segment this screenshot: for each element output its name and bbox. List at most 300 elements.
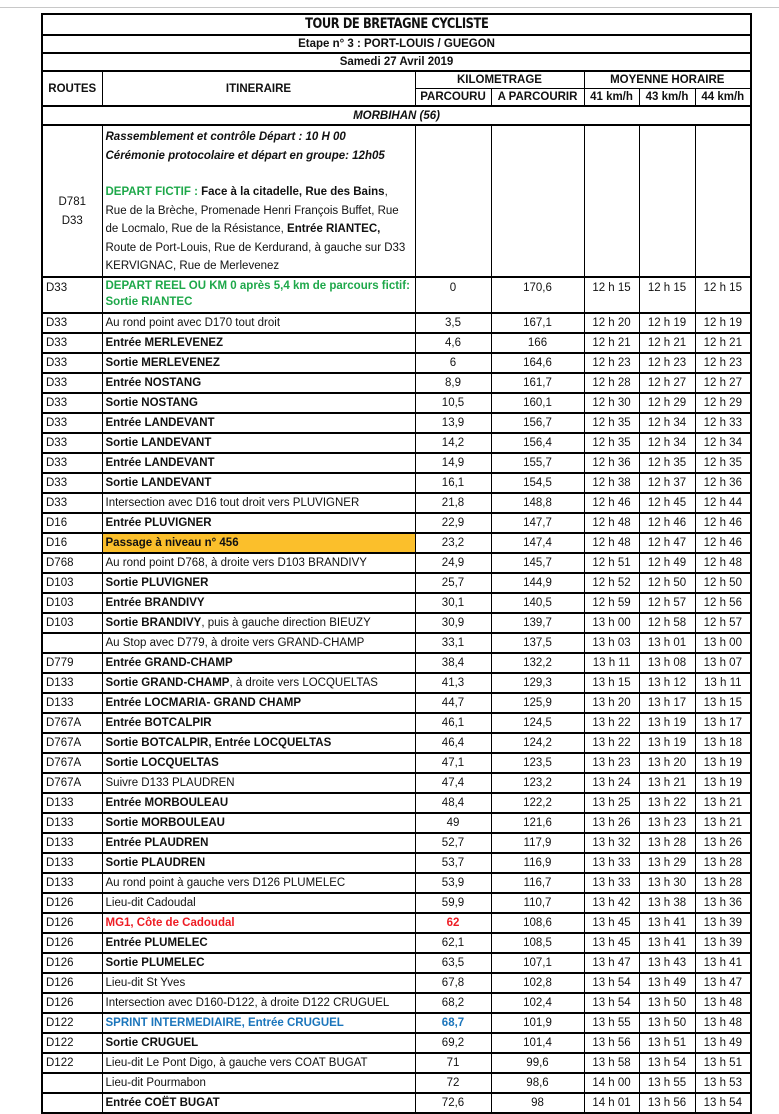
parcouru-cell: 63,5 <box>415 953 491 973</box>
time-43-cell: 12 h 57 <box>639 593 695 613</box>
time-43-cell: 13 h 08 <box>639 653 695 673</box>
route-cell: D133 <box>42 793 102 813</box>
itinerary-text: , puis à gauche direction BIEUZY <box>201 616 371 629</box>
itinerary-row <box>42 433 751 453</box>
time-41-cell: 13 h 55 <box>584 1013 639 1033</box>
itinerary-row <box>42 693 751 713</box>
a-parcourir-cell: 123,5 <box>491 753 584 773</box>
itinerary-text: Au Stop avec D779, à droite vers GRAND-CHAMP <box>105 636 365 649</box>
itinerary-bold-text: Sortie MERLEVENEZ <box>105 356 220 369</box>
itinerary-cell <box>102 753 415 773</box>
time-43-cell: 13 h 50 <box>639 1013 695 1033</box>
itinerary-cell <box>102 1013 415 1033</box>
itinerary-cell <box>102 893 415 913</box>
parcouru-cell: 4,6 <box>415 333 491 353</box>
a-parcourir-cell: 98 <box>491 1093 584 1113</box>
parcouru-cell: 72,6 <box>415 1093 491 1113</box>
itinerary-bold-text: Entrée PLAUDREN <box>105 836 209 849</box>
parcouru-cell: 38,4 <box>415 653 491 673</box>
time-43-cell: 12 h 23 <box>639 353 695 373</box>
time-44-cell: 13 h 39 <box>695 933 751 953</box>
time-44-cell: 13 h 39 <box>695 913 751 933</box>
time-44-cell: 13 h 51 <box>695 1053 751 1073</box>
itinerary-cell <box>102 833 415 853</box>
itinerary-row <box>42 753 751 773</box>
itinerary-bold-text: Entrée LANDEVANT <box>105 416 215 429</box>
itinerary-cell <box>102 277 415 313</box>
parcouru-cell: 22,9 <box>415 513 491 533</box>
parcouru-cell: 16,1 <box>415 473 491 493</box>
column-header-parcouru: PARCOURU <box>415 89 491 107</box>
time-44-cell: 13 h 48 <box>695 993 751 1013</box>
itinerary-row <box>42 1093 751 1113</box>
time-43-cell: 13 h 41 <box>639 933 695 953</box>
a-parcourir-cell: 116,9 <box>491 853 584 873</box>
parcouru-cell: 69,2 <box>415 1033 491 1053</box>
depart-fictif-bold-1: Face à la citadelle, Rue des Bains <box>201 186 385 198</box>
itinerary-bold-text: Entrée COËT BUGAT <box>105 1096 220 1109</box>
time-41-cell: 12 h 48 <box>584 533 639 553</box>
route-cell: D767A <box>42 773 102 793</box>
a-parcourir-cell: 140,5 <box>491 593 584 613</box>
time-43-cell: 13 h 28 <box>639 833 695 853</box>
parcouru-cell: 68,7 <box>415 1013 491 1033</box>
parcouru-cell: 46,1 <box>415 713 491 733</box>
stage-date: Samedi 27 Avril 2019 <box>42 53 751 71</box>
time-43-cell: 12 h 29 <box>639 393 695 413</box>
itinerary-cell <box>102 973 415 993</box>
a-parcourir-cell: 101,4 <box>491 1033 584 1053</box>
route-cell: D16 <box>42 513 102 533</box>
itinerary-row <box>42 873 751 893</box>
time-41-cell: 13 h 22 <box>584 733 639 753</box>
intro-row <box>42 125 751 277</box>
time-41-cell: 12 h 28 <box>584 373 639 393</box>
itinerary-cell <box>102 533 415 553</box>
itinerary-cell <box>102 953 415 973</box>
route-cell: D767A <box>42 733 102 753</box>
time-43-cell: 12 h 50 <box>639 573 695 593</box>
a-parcourir-cell: 139,7 <box>491 613 584 633</box>
itinerary-row <box>42 1033 751 1053</box>
a-parcourir-cell: 166 <box>491 333 584 353</box>
time-43-cell: 13 h 38 <box>639 893 695 913</box>
itinerary-row <box>42 333 751 353</box>
time-43-cell: 12 h 27 <box>639 373 695 393</box>
time-41-cell: 13 h 25 <box>584 793 639 813</box>
parcouru-cell: 67,8 <box>415 973 491 993</box>
itinerary-bold-text: Sortie GRAND-CHAMP <box>105 676 230 689</box>
itinerary-row <box>42 673 751 693</box>
time-44-cell: 12 h 50 <box>695 573 751 593</box>
route-cell: D122 <box>42 1053 102 1073</box>
time-44-cell: 12 h 19 <box>695 313 751 333</box>
route-cell: D33 <box>42 333 102 353</box>
itinerary-cell <box>102 633 415 653</box>
itinerary-row <box>42 1053 751 1073</box>
itinerary-cell <box>102 353 415 373</box>
itinerary-bold-text: Entrée BRANDIVY <box>105 596 205 609</box>
itinerary-row <box>42 633 751 653</box>
region-header: MORBIHAN (56) <box>42 106 751 125</box>
time-41-cell: 12 h 30 <box>584 393 639 413</box>
itinerary-row <box>42 373 751 393</box>
time-44-cell: 13 h 00 <box>695 633 751 653</box>
itinerary-row <box>42 813 751 833</box>
time-44-cell: 13 h 19 <box>695 753 751 773</box>
itinerary-cell <box>102 773 415 793</box>
time-44-cell: 12 h 27 <box>695 373 751 393</box>
intro-route-cell <box>42 125 102 277</box>
route-cell: D33 <box>42 353 102 373</box>
a-parcourir-cell: 108,6 <box>491 913 584 933</box>
a-parcourir-cell: 116,7 <box>491 873 584 893</box>
a-parcourir-cell: 101,9 <box>491 1013 584 1033</box>
a-parcourir-cell: 147,4 <box>491 533 584 553</box>
itinerary-text: Lieu-dit St Yves <box>105 976 186 989</box>
time-44-cell: 12 h 33 <box>695 413 751 433</box>
intro-t43-cell <box>639 125 695 277</box>
time-41-cell: 13 h 56 <box>584 1033 639 1053</box>
route-cell: D133 <box>42 673 102 693</box>
itinerary-cell <box>102 913 415 933</box>
a-parcourir-cell: 160,1 <box>491 393 584 413</box>
time-41-cell: 13 h 33 <box>584 853 639 873</box>
a-parcourir-cell: 156,4 <box>491 433 584 453</box>
time-44-cell: 12 h 56 <box>695 593 751 613</box>
parcouru-cell: 47,4 <box>415 773 491 793</box>
time-43-cell: 13 h 54 <box>639 1053 695 1073</box>
time-43-cell: 13 h 22 <box>639 793 695 813</box>
itinerary-cell <box>102 1053 415 1073</box>
depart-reel-line-1: DEPART REEL OU KM 0 après 5,4 km de parcours fictif: <box>105 279 410 292</box>
itinerary-bold-text: Entrée GRAND-CHAMP <box>105 656 233 669</box>
itinerary-bold-text: SPRINT INTERMEDIAIRE, Entrée CRUGUEL <box>105 1016 344 1029</box>
time-43-cell: 13 h 30 <box>639 873 695 893</box>
document-title-cell <box>42 14 751 35</box>
a-parcourir-cell: 147,7 <box>491 513 584 533</box>
itinerary-cell <box>102 1033 415 1053</box>
a-parcourir-cell: 121,6 <box>491 813 584 833</box>
parcouru-cell: 13,9 <box>415 413 491 433</box>
time-41-cell: 14 h 00 <box>584 1073 639 1093</box>
route-cell: D122 <box>42 1033 102 1053</box>
itinerary-cell <box>102 673 415 693</box>
assembly-time-text: Rassemblement et contrôle Départ : 10 H 00 <box>105 131 346 143</box>
itinerary-cell <box>102 373 415 393</box>
itinerary-row <box>42 573 751 593</box>
column-header-itineraire: ITINERAIRE <box>102 71 415 106</box>
time-41-cell: 13 h 32 <box>584 833 639 853</box>
route-cell <box>42 1073 102 1093</box>
itinerary-row <box>42 593 751 613</box>
itinerary-row <box>42 353 751 373</box>
parcouru-cell: 30,1 <box>415 593 491 613</box>
itinerary-row <box>42 1073 751 1093</box>
column-header-speed-44: 44 km/h <box>695 89 751 107</box>
route-cell: D126 <box>42 893 102 913</box>
itinerary-cell <box>102 393 415 413</box>
itinerary-bold-text: Entrée MORBOULEAU <box>105 796 229 809</box>
itinerary-text: Lieu-dit Cadoudal <box>105 896 196 909</box>
route-cell: D33 <box>42 473 102 493</box>
a-parcourir-cell: 137,5 <box>491 633 584 653</box>
itinerary-row <box>42 953 751 973</box>
itinerary-bold-text: Passage à niveau n° 456 <box>105 536 239 549</box>
itinerary-row <box>42 493 751 513</box>
time-44-cell: 13 h 28 <box>695 873 751 893</box>
a-parcourir-cell: 107,1 <box>491 953 584 973</box>
itinerary-cell <box>102 1093 415 1113</box>
route-cell: D33 <box>42 277 102 313</box>
route-cell: D103 <box>42 593 102 613</box>
a-parcourir-cell: 129,3 <box>491 673 584 693</box>
parcouru-cell: 53,7 <box>415 853 491 873</box>
a-parcourir-cell: 102,8 <box>491 973 584 993</box>
time-41-cell: 13 h 23 <box>584 753 639 773</box>
time-43-cell: 12 h 19 <box>639 313 695 333</box>
time-41-cell: 12 h 36 <box>584 453 639 473</box>
time-44-cell: 13 h 48 <box>695 1013 751 1033</box>
itinerary-row <box>42 1013 751 1033</box>
time-41-cell: 12 h 15 <box>584 277 639 313</box>
itinerary-bold-text: Entrée MERLEVENEZ <box>105 336 224 349</box>
a-parcourir-cell: 124,5 <box>491 713 584 733</box>
time-41-cell: 12 h 52 <box>584 573 639 593</box>
depart-fictif-text-1: , Rue de la Brèche, Promenade Henri François Buffet, Rue de Locmalo, Rue de la Résistance, <box>105 186 399 235</box>
itinerary-cell <box>102 493 415 513</box>
time-44-cell: 12 h 35 <box>695 453 751 473</box>
time-43-cell: 13 h 43 <box>639 953 695 973</box>
itinerary-bold-text: Sortie LOCQUELTAS <box>105 756 219 769</box>
a-parcourir-cell: 108,5 <box>491 933 584 953</box>
itinerary-row <box>42 973 751 993</box>
time-44-cell: 13 h 28 <box>695 853 751 873</box>
time-43-cell: 13 h 29 <box>639 853 695 873</box>
parcouru-cell: 14,9 <box>415 453 491 473</box>
route-cell: D133 <box>42 873 102 893</box>
itinerary-row <box>42 913 751 933</box>
a-parcourir-cell: 102,4 <box>491 993 584 1013</box>
route-cell: D103 <box>42 573 102 593</box>
itinerary-text: Lieu-dit Pourmabon <box>105 1076 206 1089</box>
itinerary-cell <box>102 1073 415 1093</box>
itinerary-cell <box>102 573 415 593</box>
itinerary-cell <box>102 793 415 813</box>
time-44-cell: 13 h 19 <box>695 773 751 793</box>
route-cell <box>42 633 102 653</box>
time-43-cell: 13 h 50 <box>639 993 695 1013</box>
time-43-cell: 12 h 49 <box>639 553 695 573</box>
time-41-cell: 12 h 23 <box>584 353 639 373</box>
intro-t41-cell <box>584 125 639 277</box>
parcouru-cell: 33,1 <box>415 633 491 653</box>
time-43-cell: 13 h 41 <box>639 913 695 933</box>
itinerary-row <box>42 713 751 733</box>
itinerary-cell <box>102 333 415 353</box>
page-top-divider <box>0 7 779 8</box>
parcouru-cell: 71 <box>415 1053 491 1073</box>
parcouru-cell: 72 <box>415 1073 491 1093</box>
time-43-cell: 12 h 21 <box>639 333 695 353</box>
itinerary-text: Intersection avec D16 tout droit vers PLUVIGNER <box>105 496 360 509</box>
itinerary-bold-text: Entrée PLUMELEC <box>105 936 208 949</box>
time-44-cell: 13 h 21 <box>695 813 751 833</box>
itinerary-text: Au rond point D768, à droite vers D103 BRANDIVY <box>105 556 367 569</box>
a-parcourir-cell: 156,7 <box>491 413 584 433</box>
a-parcourir-cell: 144,9 <box>491 573 584 593</box>
time-41-cell: 13 h 54 <box>584 973 639 993</box>
time-41-cell: 13 h 15 <box>584 673 639 693</box>
intro-a-parcourir-cell <box>491 125 584 277</box>
time-44-cell: 12 h 15 <box>695 277 751 313</box>
parcouru-cell: 59,9 <box>415 893 491 913</box>
itinerary-row <box>42 793 751 813</box>
a-parcourir-cell: 123,2 <box>491 773 584 793</box>
time-41-cell: 12 h 38 <box>584 473 639 493</box>
intro-parcouru-cell <box>415 125 491 277</box>
time-44-cell: 12 h 36 <box>695 473 751 493</box>
column-header-routes: ROUTES <box>42 71 102 106</box>
itinerary-row <box>42 993 751 1013</box>
time-44-cell: 13 h 07 <box>695 653 751 673</box>
a-parcourir-cell: 110,7 <box>491 893 584 913</box>
itinerary-cell <box>102 433 415 453</box>
route-cell: D103 <box>42 613 102 633</box>
parcouru-cell: 10,5 <box>415 393 491 413</box>
itinerary-text: Suivre D133 PLAUDREN <box>105 776 235 789</box>
column-header-moyenne-horaire: MOYENNE HORAIRE <box>584 71 751 89</box>
road-book-table <box>41 13 752 1114</box>
time-44-cell: 12 h 21 <box>695 333 751 353</box>
time-44-cell: 12 h 48 <box>695 553 751 573</box>
itinerary-bold-text: Sortie PLUVIGNER <box>105 576 209 589</box>
itinerary-cell <box>102 513 415 533</box>
parcouru-cell: 46,4 <box>415 733 491 753</box>
time-43-cell: 12 h 35 <box>639 453 695 473</box>
parcouru-cell: 24,9 <box>415 553 491 573</box>
itinerary-text: Intersection avec D160-D122, à droite D122 CRUGUEL <box>105 996 390 1009</box>
itinerary-row <box>42 313 751 333</box>
a-parcourir-cell: 132,2 <box>491 653 584 673</box>
a-parcourir-cell: 125,9 <box>491 693 584 713</box>
itinerary-bold-text: Entrée BOTCALPIR <box>105 716 212 729</box>
time-41-cell: 12 h 35 <box>584 413 639 433</box>
time-43-cell: 13 h 51 <box>639 1033 695 1053</box>
parcouru-cell: 8,9 <box>415 373 491 393</box>
a-parcourir-cell: 161,7 <box>491 373 584 393</box>
intro-route-2: D33 <box>61 214 83 227</box>
route-cell: D133 <box>42 833 102 853</box>
route-cell: D33 <box>42 313 102 333</box>
time-41-cell: 13 h 54 <box>584 993 639 1013</box>
route-cell: D767A <box>42 753 102 773</box>
a-parcourir-cell: 164,6 <box>491 353 584 373</box>
itinerary-cell <box>102 653 415 673</box>
route-cell: D33 <box>42 493 102 513</box>
depart-fictif-label: DEPART FICTIF : <box>105 186 202 198</box>
time-44-cell: 13 h 15 <box>695 693 751 713</box>
route-cell: D779 <box>42 653 102 673</box>
route-cell: D33 <box>42 373 102 393</box>
route-cell: D126 <box>42 993 102 1013</box>
a-parcourir-cell: 167,1 <box>491 313 584 333</box>
time-44-cell: 13 h 41 <box>695 953 751 973</box>
time-43-cell: 12 h 45 <box>639 493 695 513</box>
time-43-cell: 13 h 17 <box>639 693 695 713</box>
time-44-cell: 13 h 36 <box>695 893 751 913</box>
time-41-cell: 13 h 22 <box>584 713 639 733</box>
route-cell: D122 <box>42 1013 102 1033</box>
parcouru-cell: 48,4 <box>415 793 491 813</box>
itinerary-text: Lieu-dit Le Pont Digo, à gauche vers COAT BUGAT <box>105 1056 368 1069</box>
itinerary-row <box>42 853 751 873</box>
route-cell: D768 <box>42 553 102 573</box>
time-43-cell: 12 h 15 <box>639 277 695 313</box>
route-cell: D126 <box>42 913 102 933</box>
intro-itineraire-cell <box>102 125 415 277</box>
parcouru-cell: 53,9 <box>415 873 491 893</box>
time-43-cell: 12 h 46 <box>639 513 695 533</box>
a-parcourir-cell: 155,7 <box>491 453 584 473</box>
route-cell: D33 <box>42 413 102 433</box>
itinerary-cell <box>102 933 415 953</box>
itinerary-bold-text: Sortie MORBOULEAU <box>105 816 225 829</box>
itinerary-row <box>42 733 751 753</box>
itinerary-row <box>42 473 751 493</box>
time-41-cell: 13 h 03 <box>584 633 639 653</box>
time-43-cell: 13 h 12 <box>639 673 695 693</box>
itinerary-bold-text: Entrée LANDEVANT <box>105 456 215 469</box>
itinerary-row <box>42 393 751 413</box>
itinerary-bold-text: Sortie LANDEVANT <box>105 476 212 489</box>
time-41-cell: 13 h 47 <box>584 953 639 973</box>
time-41-cell: 13 h 45 <box>584 913 639 933</box>
time-43-cell: 12 h 34 <box>639 433 695 453</box>
time-44-cell: 13 h 11 <box>695 673 751 693</box>
itinerary-row <box>42 833 751 853</box>
itinerary-row <box>42 773 751 793</box>
route-cell: D16 <box>42 533 102 553</box>
parcouru-cell: 3,5 <box>415 313 491 333</box>
time-41-cell: 13 h 42 <box>584 893 639 913</box>
time-41-cell: 13 h 00 <box>584 613 639 633</box>
itinerary-row <box>42 653 751 673</box>
itinerary-cell <box>102 313 415 333</box>
itinerary-cell <box>102 873 415 893</box>
itinerary-row <box>42 553 751 573</box>
parcouru-cell: 23,2 <box>415 533 491 553</box>
itinerary-text: Au rond point à gauche vers D126 PLUMELEC <box>105 876 346 889</box>
column-header-a-parcourir: A PARCOURIR <box>491 89 584 107</box>
route-cell: D33 <box>42 433 102 453</box>
itinerary-bold-text: Sortie CRUGUEL <box>105 1036 199 1049</box>
parcouru-cell: 44,7 <box>415 693 491 713</box>
route-cell: D126 <box>42 953 102 973</box>
route-cell: D767A <box>42 713 102 733</box>
itinerary-row <box>42 513 751 533</box>
itinerary-cell <box>102 713 415 733</box>
itinerary-cell <box>102 993 415 1013</box>
route-cell: D126 <box>42 933 102 953</box>
time-44-cell: 12 h 44 <box>695 493 751 513</box>
itinerary-cell <box>102 813 415 833</box>
time-41-cell: 13 h 11 <box>584 653 639 673</box>
time-43-cell: 12 h 37 <box>639 473 695 493</box>
itinerary-cell <box>102 593 415 613</box>
itinerary-bold-text: Sortie PLUMELEC <box>105 956 205 969</box>
time-43-cell: 13 h 55 <box>639 1073 695 1093</box>
